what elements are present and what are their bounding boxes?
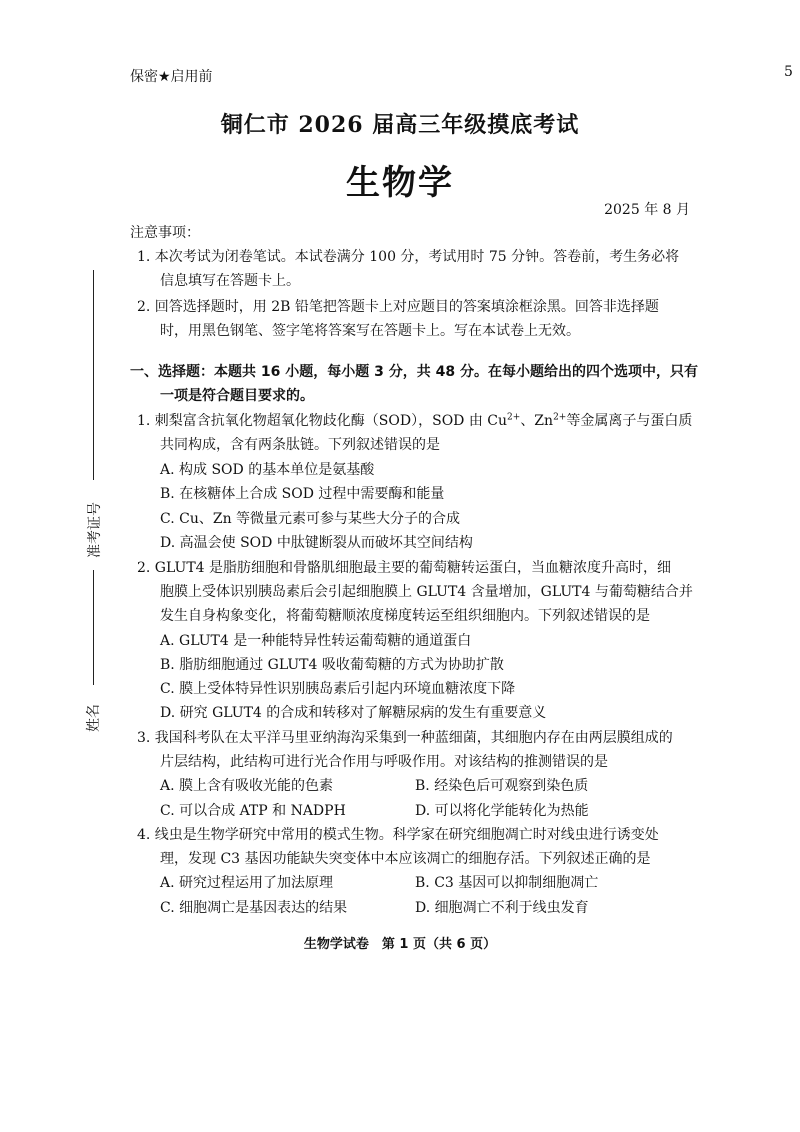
question-2-stem-2: 胞膜上受体识别胰岛素后会引起细胞膜上 GLUT4 含量增加，GLUT4 与葡萄糖结合并 [160,584,693,600]
question-1-option-d: D. 高温会使 SOD 中肽键断裂从而破坏其空间结构 [160,535,473,551]
corner-number: 5 [784,64,793,80]
section-1-line-1: 一、选择题：本题共 16 小题，每小题 3 分，共 48 分。在每小题给出的四个选项中，只有 [130,364,698,380]
question-2-stem-1: 2. GLUT4 是脂肪细胞和骨骼肌细胞最主要的葡萄糖转运蛋白，当血糖浓度升高时，细 [137,560,672,576]
question-3-option-c: C. 可以合成 ATP 和 NADPH [160,803,346,819]
question-4-stem-1: 4. 线虫是生物学研究中常用的模式生物。科学家在研究细胞凋亡时对线虫进行诱变处 [137,827,659,843]
question-4-option-d: D. 细胞凋亡不利于线虫发育 [415,900,589,916]
note-2-line-2: 时，用黑色钢笔、签字笔将答案写在答题卡上。写在本试卷上无效。 [160,323,580,339]
exam-title: 铜仁市 2026 届高三年级摸底考试 [220,112,580,138]
question-2-option-a: A. GLUT4 是一种能特异性转运葡萄糖的通道蛋白 [160,633,472,649]
question-1-stem-2: 共同构成，含有两条肽链。下列叙述错误的是 [160,437,440,453]
subject-title: 生物学 [346,163,454,203]
question-2-option-c: C. 膜上受体特异性识别胰岛素后引起内环境血糖浓度下降 [160,681,516,697]
exam-date: 2025 年 8 月 [604,202,690,218]
question-3-stem-1: 3. 我国科考队在太平洋马里亚纳海沟采集到一种蓝细菌，其细胞内存在由两层膜组成的 [137,730,673,746]
question-3-stem-2: 片层结构，此结构可进行光合作用与呼吸作用。对该结构的推测错误的是 [160,754,608,770]
question-3-option-a: A. 膜上含有吸收光能的色素 [160,778,334,794]
note-1-line-1: 1. 本次考试为闭卷笔试。本试卷满分 100 分，考试用时 75 分钟。答卷前，考生务必将 [137,249,680,265]
question-1-stem: 1. 刺梨富含抗氧化物超氧化物歧化酶（SOD），SOD 由 $Cu^{2+}$、$Zn^{2+}$等金属离子与蛋白质 [137,412,693,429]
question-3-option-d: D. 可以将化学能转化为热能 [415,803,589,819]
notes-title: 注意事项： [130,225,200,241]
question-2-stem-3: 发生自身构象变化，将葡萄糖顺浓度梯度转运至组织细胞内。下列叙述错误的是 [160,608,650,624]
question-1-option-c: C. Cu、Zn 等微量元素可参与某些大分子的合成 [160,511,461,527]
question-1-option-b: B. 在核糖体上合成 SOD 过程中需要酶和能量 [160,486,445,502]
exam-id-blank-line [93,270,94,480]
note-1-line-2: 信息填写在答题卡上。 [160,273,300,289]
question-3-option-b: B. 经染色后可观察到染色质 [415,778,589,794]
page-footer: 生物学试卷 第 1 页（共 6 页） [303,937,497,952]
name-label: 姓名 [86,704,102,732]
section-1-line-2: 一项是符合题目要求的。 [160,388,314,404]
question-4-option-a: A. 研究过程运用了加法原理 [160,875,334,891]
note-2-line-1: 2. 回答选择题时，用 2B 铅笔把答题卡上对应题目的答案填涂框涂黑。回答非选择题 [137,299,659,315]
exam-id-label: 准考证号 [87,502,103,558]
question-4-stem-2: 理，发现 C3 基因功能缺失突变体中本应该凋亡的细胞存活。下列叙述正确的是 [160,851,651,867]
question-1-option-a: A. 构成 SOD 的基本单位是氨基酸 [160,462,375,478]
name-blank-line [93,570,94,685]
question-4-option-c: C. 细胞凋亡是基因表达的结果 [160,900,348,916]
question-2-option-d: D. 研究 GLUT4 的合成和转移对了解糖尿病的发生有重要意义 [160,705,547,721]
confidential-label: 保密★启用前 [130,69,213,85]
question-2-option-b: B. 脂肪细胞通过 GLUT4 吸收葡萄糖的方式为协助扩散 [160,657,504,673]
question-4-option-b: B. C3 基因可以抑制细胞凋亡 [415,875,599,891]
